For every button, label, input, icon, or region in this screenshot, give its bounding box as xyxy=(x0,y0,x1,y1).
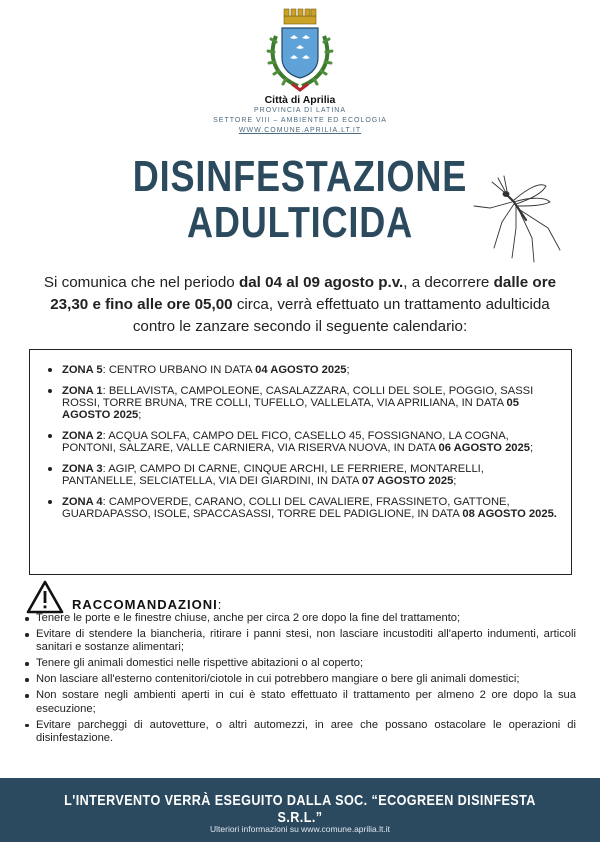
zone-areas: : CENTRO URBANO IN DATA xyxy=(102,364,256,376)
intro-part-2: , a decorrere xyxy=(403,274,494,291)
zone-end: . xyxy=(553,508,557,520)
intro-period: dal 04 al 09 agosto p.v. xyxy=(238,274,404,291)
zone-date: 07 AGOSTO 2025 xyxy=(361,475,454,487)
recommendations-title-suffix: : xyxy=(217,597,223,612)
zone-label: ZONA 2 xyxy=(62,430,103,442)
zone-label: ZONA 4 xyxy=(62,496,103,508)
footer-info-link[interactable]: Ulteriori informazioni su www.comune.aprilia.lt.it xyxy=(210,824,390,834)
zone-item xyxy=(48,496,557,520)
recommendations-list xyxy=(24,612,576,748)
website-link[interactable]: WWW.COMUNE.APRILIA.LT.IT xyxy=(238,127,362,134)
zone-areas: : ACQUA SOLFA, CAMPO DEL FICO, CASELLO 45, FOSSIGNANO, LA COGNA, PONTONI, SALZARE, VALLE CARNIERA, VIA RISERVA NUOVA, IN DATA xyxy=(62,430,509,454)
zone-end: ; xyxy=(529,442,534,454)
zone-item xyxy=(48,430,557,454)
intro-time: dalle ore 23,30 e fino alle ore 05,00 xyxy=(50,274,557,313)
zone-areas: : AGIP, CAMPO DI CARNE, CINQUE ARCHI, LE FERRIERE, MONTARELLI, PANTANELLE, SELCIATELLA, VIA DEI GIARDINI, IN DATA xyxy=(62,463,484,487)
recommendations-header xyxy=(26,580,586,614)
zone-areas: : CAMPOVERDE, CARANO, COLLI DEL CAVALIERE, FRASSINETO, GATTONE, GUARDAPASSO, ISOLE, SPACCASASSI, TORRE DEL PADIGLIONE, IN DATA xyxy=(62,496,510,520)
province-label: PROVINCIA DI LATINA xyxy=(254,107,346,114)
zone-label: ZONA 1 xyxy=(62,385,103,397)
footer-main-text: L'INTERVENTO VERRÀ ESEGUITO DALLA SOC. “ECOGREEN DISINFESTA S.R.L.” xyxy=(64,792,536,826)
zones-box xyxy=(29,349,572,575)
mosquito-icon xyxy=(468,168,564,264)
title-line-2: ADULTICIDA xyxy=(187,198,413,247)
list-item: Tenere gli animali domestici nelle rispettive abitazioni o al coperto; xyxy=(24,657,576,670)
list-item: Tenere le porte e le finestre chiuse, anche per circa 2 ore dopo la fine del trattamento; xyxy=(24,612,576,625)
intro-text xyxy=(30,272,570,338)
zone-end: ; xyxy=(138,409,142,421)
city-crest-icon xyxy=(260,6,340,94)
zone-areas: : BELLAVISTA, CAMPOLEONE, CASALAZZARA, COLLI DEL SOLE, POGGIO, SASSI ROSSI, TORRE BRUNA, TRE COLLI, TUFELLO, VALLELATA, VIA APRILIANA, IN DATA xyxy=(62,385,534,409)
zone-date: 08 AGOSTO 2025 xyxy=(462,508,554,520)
header xyxy=(0,6,600,136)
zone-end: ; xyxy=(346,364,350,376)
list-item: Evitare di stendere la biancheria, ritirare i panni stesi, non lasciare incustoditi all'aperto indumenti, articoli sanitari e sostanze alimentari; xyxy=(24,628,576,655)
zone-date: 04 AGOSTO 2025 xyxy=(255,364,347,376)
intro-part-3: circa, verrà effettuato un trattamento adulticida contro le zanzare secondo il seguente calendario: xyxy=(132,296,550,335)
zone-item xyxy=(48,385,557,421)
zone-date: 06 AGOSTO 2025 xyxy=(438,442,530,454)
zone-label: ZONA 3 xyxy=(62,463,103,475)
footer-banner xyxy=(0,778,600,842)
list-item: Non lasciare all'esterno contenitori/ciotole in cui potrebbero mangiare o bere gli animali domestici; xyxy=(24,673,576,686)
zone-label: ZONA 5 xyxy=(62,364,103,376)
list-item: Non sostare negli ambienti aperti in cui è stato effettuato il trattamento per almeno 2 ore dopo la sua esecuzione; xyxy=(24,689,576,716)
recommendations-title xyxy=(72,597,222,612)
zone-date: 05 AGOSTO 2025 xyxy=(62,397,519,421)
zone-item xyxy=(48,364,557,376)
warning-triangle-icon xyxy=(26,580,64,614)
city-name: Città di Aprilia xyxy=(264,94,336,106)
zones-list xyxy=(48,364,557,520)
zone-end: ; xyxy=(453,475,457,487)
recommendations-title-text: RACCOMANDAZIONI xyxy=(72,597,218,612)
intro-part-1: Si comunica che nel periodo xyxy=(43,274,239,291)
zone-item xyxy=(48,463,557,487)
list-item: Evitare parcheggi di autovetture, o altri automezzi, in aree che possano ostacolare le operazioni di disinfestazione. xyxy=(24,719,576,746)
title-line-1: DISINFESTAZIONE xyxy=(132,152,468,201)
sector-label: SETTORE VIII – AMBIENTE ED ECOLOGIA xyxy=(213,117,387,124)
